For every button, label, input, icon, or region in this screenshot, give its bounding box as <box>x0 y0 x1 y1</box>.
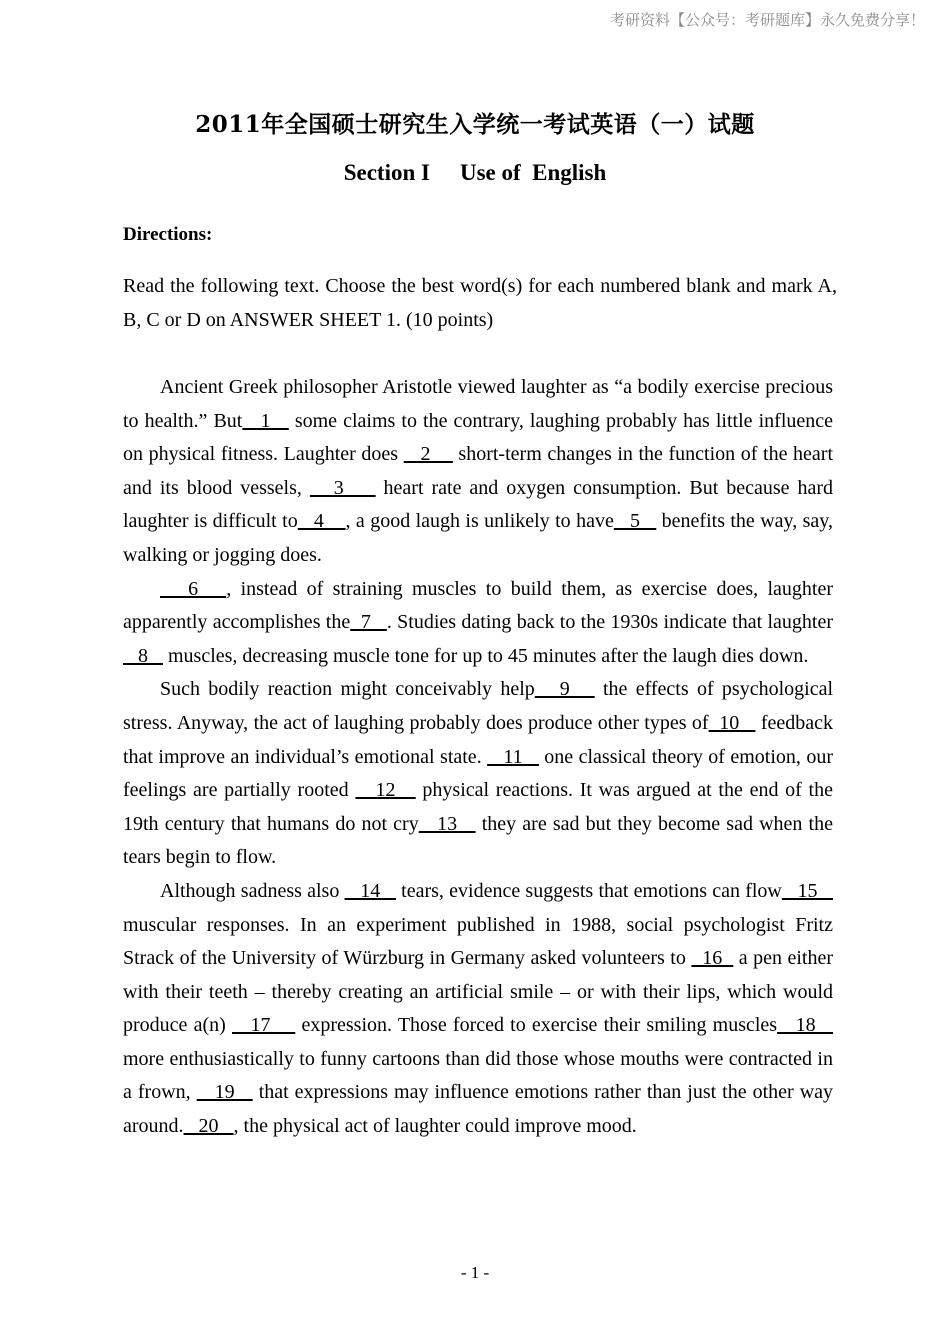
passage-text: , a good laugh is unlikely to have <box>345 510 614 533</box>
blank-14: 14 <box>344 879 396 902</box>
blank-6: 6 <box>160 577 227 600</box>
passage-text: more enthusiastically to funny cartoons than did those whose mouths were contracted in a frown, <box>123 1047 833 1104</box>
blank-13: 13 <box>418 812 476 835</box>
blank-17: 17 <box>231 1014 296 1037</box>
paragraph-3 <box>123 673 833 875</box>
page-number: - 1 - <box>460 1263 490 1282</box>
passage-text: , instead of straining muscles to build them, as exercise does, laughter apparently accomplishes the <box>123 577 834 634</box>
blank-10: 10 <box>708 711 756 734</box>
watermark-text: 考研资料【公众号：考研题库】永久免费分享！ <box>610 11 926 29</box>
blank-1: 1 <box>242 409 289 432</box>
blank-18: 18 <box>777 1014 834 1037</box>
blank-4: 4 <box>297 510 346 533</box>
exam-title: 2011年全国硕士研究生入学统一考试英语（一）试题 <box>195 111 755 138</box>
passage-text: benefits the way, say, walking or jogging does. <box>123 510 833 566</box>
blank-11: 11 <box>487 745 539 768</box>
section-number: Section I <box>343 160 430 185</box>
section-heading <box>0 160 950 186</box>
cloze-passage <box>123 371 833 1144</box>
blank-12: 12 <box>355 779 416 802</box>
blank-3: 3 <box>309 476 376 499</box>
blank-15: 15 <box>781 879 834 902</box>
directions-label: Directions: <box>123 224 213 245</box>
passage-text: Ancient Greek philosopher Aristotle viewed laughter as “a bodily exercise precious to health.” But <box>123 376 833 432</box>
passage-text: muscles, decreasing muscle tone for up to 45 minutes after the laugh dies down. <box>163 644 809 667</box>
passage-text: feedback that improve an individual’s emotional state. <box>123 711 834 768</box>
passage-text: some claims to the contrary, laughing probably has little influence on physical fitness. Laughter does <box>123 409 834 466</box>
blank-5: 5 <box>613 510 657 533</box>
passage-text: , the physical act of laughter could improve mood. <box>233 1115 637 1138</box>
passage-text: the effects of psychological stress. Anyway, the act of laughing probably does produce other types of <box>123 678 834 734</box>
section-name: Use of English <box>459 160 607 185</box>
blank-19: 19 <box>196 1081 253 1104</box>
passage-text: physical reactions. It was argued at the end of the 19th century that humans do not cry <box>123 779 833 835</box>
blank-8: 8 <box>123 644 163 667</box>
blank-20: 20 <box>183 1115 234 1138</box>
blank-16: 16 <box>691 947 734 970</box>
passage-text: a pen either with their teeth – thereby creating an artificial smile – or with their lips, which would produce a(n) <box>123 947 833 1037</box>
passage-text: muscular responses. In an experiment published in 1988, social psychologist Fritz Strack of the University of Würzburg in Germany asked volunteers to <box>123 913 833 970</box>
passage-text: Although sadness also <box>160 879 345 902</box>
passage-text: short-term changes in the function of the heart and its blood vessels, <box>123 443 834 499</box>
paragraph-2 <box>123 573 833 674</box>
paragraph-4 <box>123 875 833 1144</box>
passage-text: one classical theory of emotion, our feelings are partially rooted <box>123 745 833 802</box>
passage-text: that expressions may influence emotions rather than just the other way around. <box>123 1081 834 1138</box>
blank-2: 2 <box>403 443 453 466</box>
passage-text: Such bodily reaction might conceivably help <box>160 678 535 701</box>
passage-text: tears, evidence suggests that emotions can flow <box>395 879 782 902</box>
passage-text: . Studies dating back to the 1930s indicate that laughter <box>386 611 834 634</box>
blank-9: 9 <box>534 678 595 701</box>
paragraph-1 <box>123 371 833 573</box>
passage-text: heart rate and oxygen consumption. But because hard laughter is difficult to <box>123 476 834 533</box>
passage-text: they are sad but they become sad when the tears begin to flow. <box>123 812 833 869</box>
blank-7: 7 <box>350 611 387 634</box>
passage-text: expression. Those forced to exercise their smiling muscles <box>295 1014 778 1037</box>
directions-text: Read the following text. Choose the best word(s) for each numbered blank and mark A, B, C or D on ANSWER SHEET 1. (10 points) <box>123 275 837 331</box>
